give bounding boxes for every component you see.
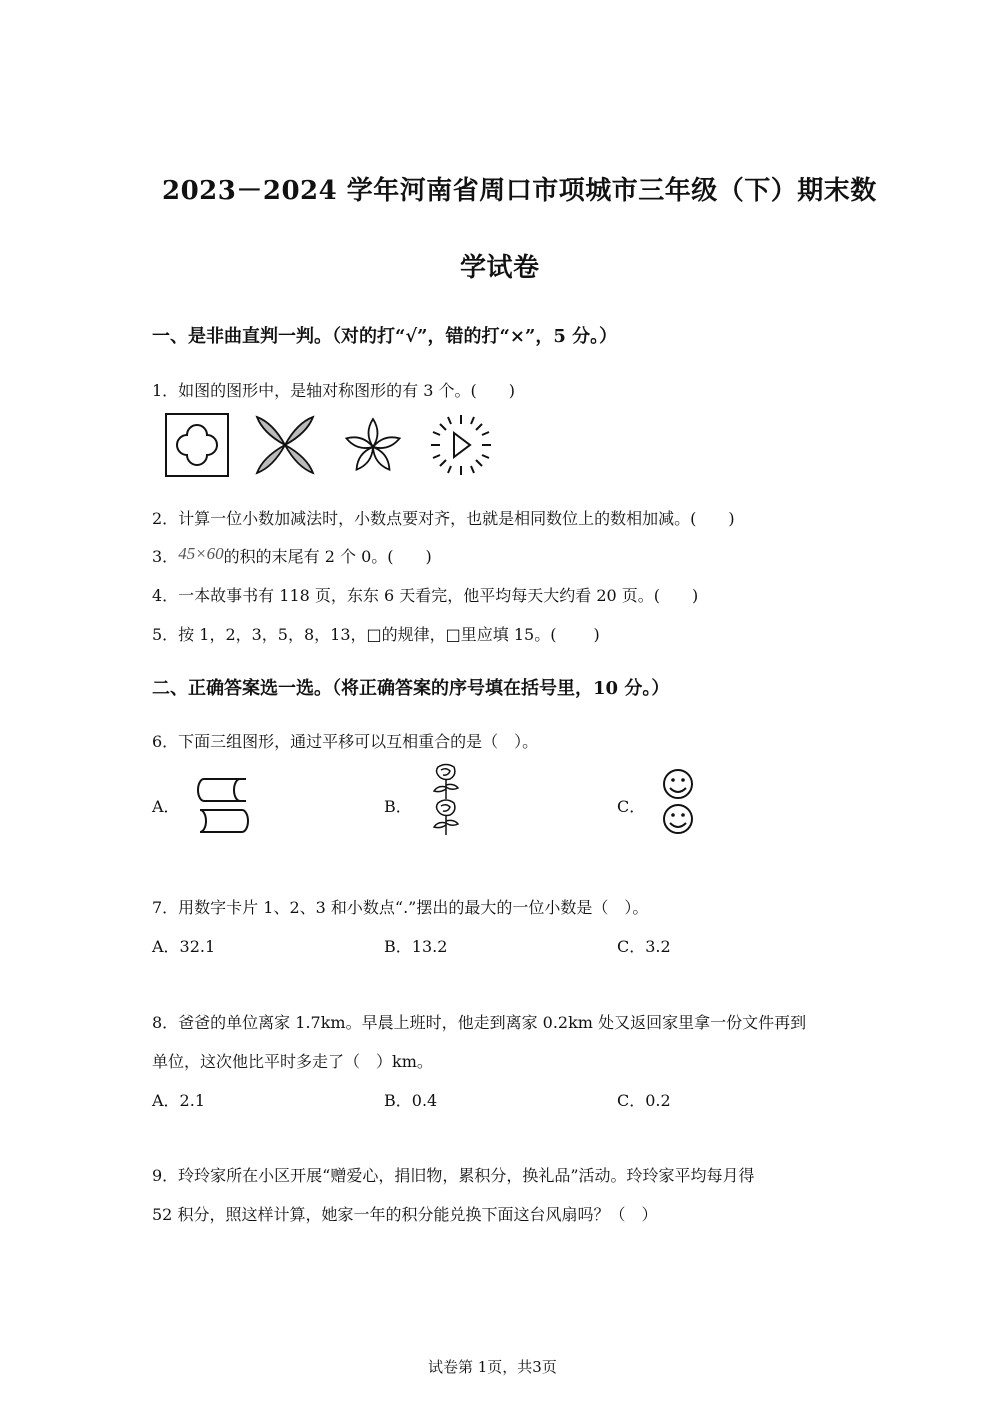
q6-option-c: C． — [617, 797, 646, 816]
q6-option-b: B． — [384, 797, 412, 816]
rose-flower-icon — [428, 763, 464, 837]
question-8-line1: 8．爸爸的单位离家 1.7km。早晨上班时，他走到离家 0.2km 处又返回家里拿一份文件再到 — [152, 1013, 807, 1032]
sun-triangle-figure — [428, 413, 494, 477]
question-4: 4．一本故事书有 118 页，东东 6 天看完，他平均每天大约看 20 页。( ) — [152, 586, 699, 605]
q7-option-c: C．3.2 — [617, 937, 671, 956]
section1-heading: 一、是非曲直判一判。（对的打“√”，错的打“×”，5 分。） — [152, 326, 618, 347]
question-3 — [152, 544, 432, 567]
question-7: 7．用数字卡片 1、2、3 和小数点“.”摆出的最大的一位小数是（ ）。 — [152, 898, 649, 917]
page-footer: 试卷第 1页，共3页 — [428, 1358, 557, 1376]
section2-heading: 二、正确答案选一选。（将正确答案的序号填在括号里，10 分。） — [152, 678, 670, 699]
q8-option-b: B．0.4 — [384, 1091, 438, 1110]
question-2: 2．计算一位小数加减法时，小数点要对齐，也就是相同数位上的数相加减。( ) — [152, 509, 735, 528]
question-9-line2: 52 积分，照这样计算，她家一年的积分能兑换下面这台风扇吗？（ ） — [152, 1205, 658, 1224]
question-3-expression: 45×60 — [178, 544, 224, 563]
four-petal-square-figure — [165, 413, 229, 477]
double-bracket-shape-icon — [196, 776, 252, 836]
question-9-line1: 9．玲玲家所在小区开展“赠爱心，捐旧物，累积分，换礼品”活动。玲玲家平均每月得 — [152, 1166, 755, 1185]
q6-option-a: A． — [152, 797, 180, 816]
q7-option-a: A．32.1 — [152, 937, 216, 956]
page-title-line2: 学试卷 — [460, 253, 540, 283]
question-1: 1．如图的图形中，是轴对称图形的有 3 个。( ) — [152, 381, 516, 400]
q7-option-b: B．13.2 — [384, 937, 448, 956]
question-3-text: 的积的末尾有 2 个 0。( ) — [223, 547, 432, 566]
page-title-line1: 2023－2024 学年河南省周口市项城市三年级（下）期末数 — [162, 176, 877, 206]
five-petal-flower-figure — [341, 413, 405, 477]
question-6: 6．下面三组图形，通过平移可以互相重合的是（ ）。 — [152, 732, 539, 751]
q8-option-a: A．2.1 — [152, 1091, 206, 1110]
question-8-line2: 单位，这次他比平时多走了（ ）km。 — [152, 1052, 433, 1071]
question-5: 5．按 1，2，3，5，8，13，□的规律，□里应填 15。( ) — [152, 625, 600, 644]
four-leaf-x-figure — [253, 413, 317, 477]
smiley-face-icon — [661, 767, 695, 837]
q8-option-c: C．0.2 — [617, 1091, 671, 1110]
question-3-number: 3． — [152, 547, 179, 566]
